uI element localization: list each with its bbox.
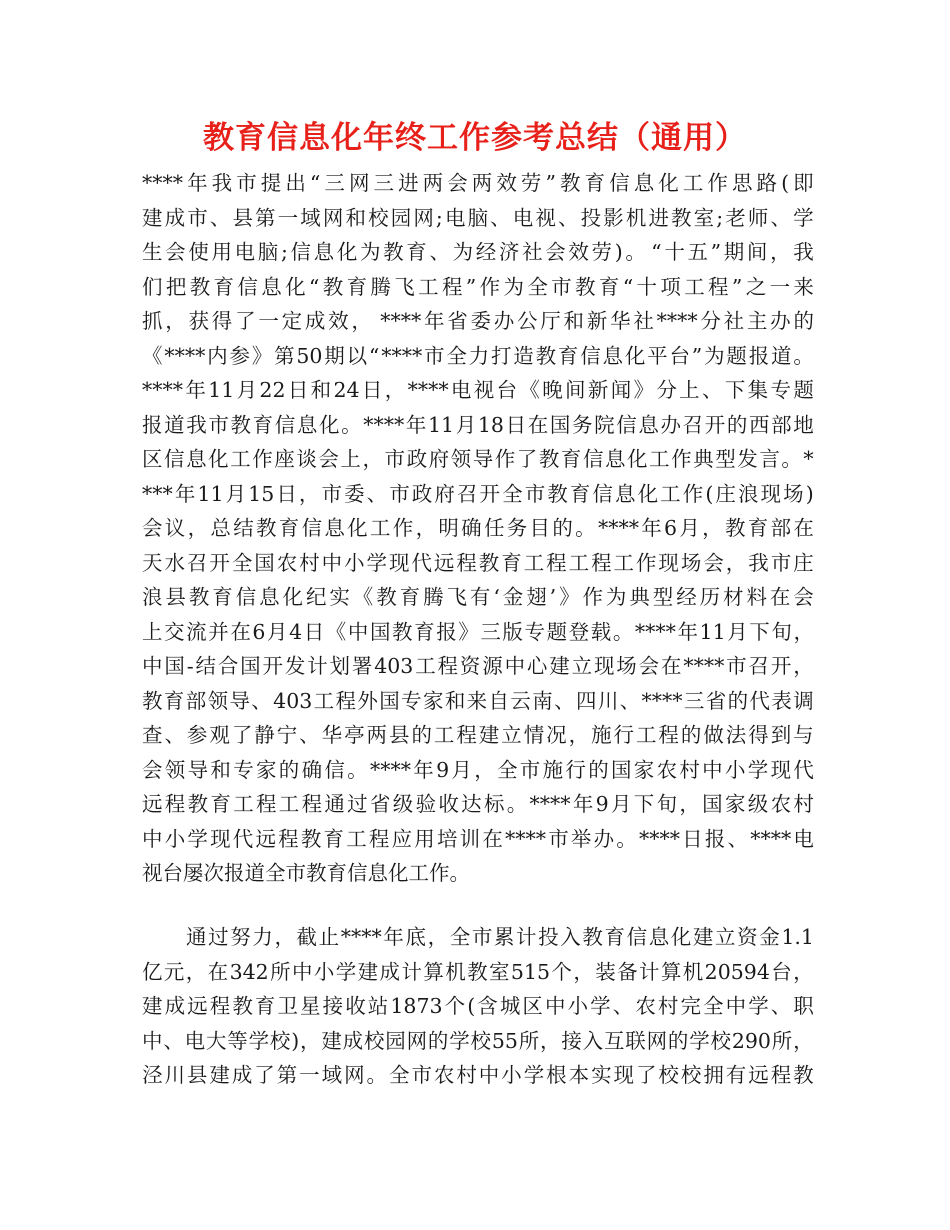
text-line: 建 成 市 、 县 第 一 域 网 和 校 园 网 ; 电 脑 、 电 视 、 投 影 机 进 教 室 ; 老 师 、 学 <box>142 205 814 230</box>
text-line: 们 把 教 育 信 息 化 “ 教 育 腾 飞 工 程 ” 作 为 全 市 教 育 “ 十 项 工 程 ” 之 一 来 <box>142 274 814 299</box>
text-line: 亿 元 ， 在 342 所 中 小 学 建 成 计 算 机 教 室 515 个 ， 装 备 计 算 机 20594 台 ， <box>142 959 814 984</box>
text-line: 浪 县 教 育 信 息 化 纪 实 《 教 育 腾 飞 有 ‘ 金 翅 ’ 》 作 为 典 型 经 历 材 料 在 会 <box>142 585 814 609</box>
text-line: 上 交 流 并 在 6 月 4 日 《 中 国 教 育 报 》 三 版 专 题 登 载 。 **** 年 11 月 下 旬 ， <box>142 619 814 644</box>
text-line: 中 、 电 大 等 学 校 ) ， 建 成 校 园 网 的 学 校 55 所 ， 接 入 互 联 网 的 学 校 290 所 ， <box>142 1028 814 1053</box>
text-line: 泾 川 县 建 成 了 第 一 域 网 。 全 市 农 村 中 小 学 根 本 实 现 了 校 校 拥 有 远 程 教 <box>142 1063 814 1087</box>
text-line: 教 育 部 领 导 、 403 工 程 外 国 专 家 和 来 自 云 南 、 四 川 、 **** 三 省 的 代 表 调 <box>142 688 814 713</box>
text-line: 会 议 ， 总 结 教 育 信 息 化 工 作 ， 明 确 任 务 目 的 。 **** 年 6 月 ， 教 育 部 在 <box>142 516 814 540</box>
text-line: 会 领 导 和 专 家 的 确 信 。 **** 年 9 月 ， 全 市 施 行 的 国 家 农 村 中 小 学 现 代 <box>142 757 814 782</box>
text-line: 远 程 教 育 工 程 工 程 通 过 省 级 验 收 达 标 。 **** 年 9 月 下 旬 ， 国 家 级 农 村 <box>142 792 814 816</box>
paragraph-1 <box>142 166 814 891</box>
text-line: 查 、 参 观 了 静 宁 、 华 亭 两 县 的 工 程 建 立 情 况 ， 施 行 工 程 的 做 法 得 到 与 <box>142 723 814 747</box>
text-line: **** 年 11 月 22 日 和 24 日 ， **** 电 视 台 《 晚 间 新 闻 》 分 上 、 下 集 专 题 <box>142 378 814 402</box>
text-line: 区 信 息 化 工 作 座 谈 会 上 ， 市 政 府 领 导 作 了 教 育 信 息 化 工 作 典 型 发 言 。 * <box>142 447 814 471</box>
text-line: 通 过 努 力 ， 截 止 **** 年 底 ， 全 市 累 计 投 入 教 育 信 息 化 建 立 资 金 1.1 <box>186 925 814 949</box>
text-line: 中 小 学 现 代 远 程 教 育 工 程 应 用 培 训 在 **** 市 举 办 。 **** 日 报 、 **** 电 <box>142 826 814 851</box>
text-line: *** 年 11 月 15 日 ， 市 委 、 市 政 府 召 开 全 市 教 育 信 息 化 工 作 ( 庄 浪 现 场 ) <box>142 481 814 506</box>
text-line: 抓 ， 获 得 了 一 定 成 效 ， **** 年 省 委 办 公 厅 和 新 华 社 **** 分 社 主 办 的 <box>142 309 814 333</box>
text-line: 生 会 使 用 电 脑 ; 信 息 化 为 教 育 、 为 经 济 社 会 效 劳 ) 。 “ 十 五 ” 期 间 ， 我 <box>142 240 814 264</box>
text-line: 报 道 我 市 教 育 信 息 化 。 **** 年 11 月 18 日 在 国 务 院 信 息 办 召 开 的 西 部 地 <box>142 412 814 437</box>
document-title: 教育信息化年终工作参考总结（通用） <box>203 120 747 156</box>
text-line: 中 国 - 结 合 国 开 发 计 划 署 403 工 程 资 源 中 心 建 立 现 场 会 在 **** 市 召 开 ， <box>142 654 814 678</box>
text-line: 建 成 远 程 教 育 卫 星 接 收 站 1873 个 ( 含 城 区 中 小 学 、 农 村 完 全 中 学 、 职 <box>142 994 814 1018</box>
text-line: 视台屡次报道全市教育信息化工作。 <box>142 861 470 885</box>
paragraph-2 <box>142 920 814 1093</box>
text-line: **** 年 我 市 提 出 “ 三 网 三 进 两 会 两 效 劳 ” 教 育 信 息 化 工 作 思 路 ( 即 <box>142 171 814 195</box>
text-line: 《 **** 内 参 》 第 50 期 以 “ **** 市 全 力 打 造 教 育 信 息 化 平 台 ” 为 题 报 道 。 <box>142 343 814 368</box>
text-line: 天 水 召 开 全 国 农 村 中 小 学 现 代 远 程 教 育 工 程 工 程 工 作 现 场 会 ， 我 市 庄 <box>142 550 814 575</box>
